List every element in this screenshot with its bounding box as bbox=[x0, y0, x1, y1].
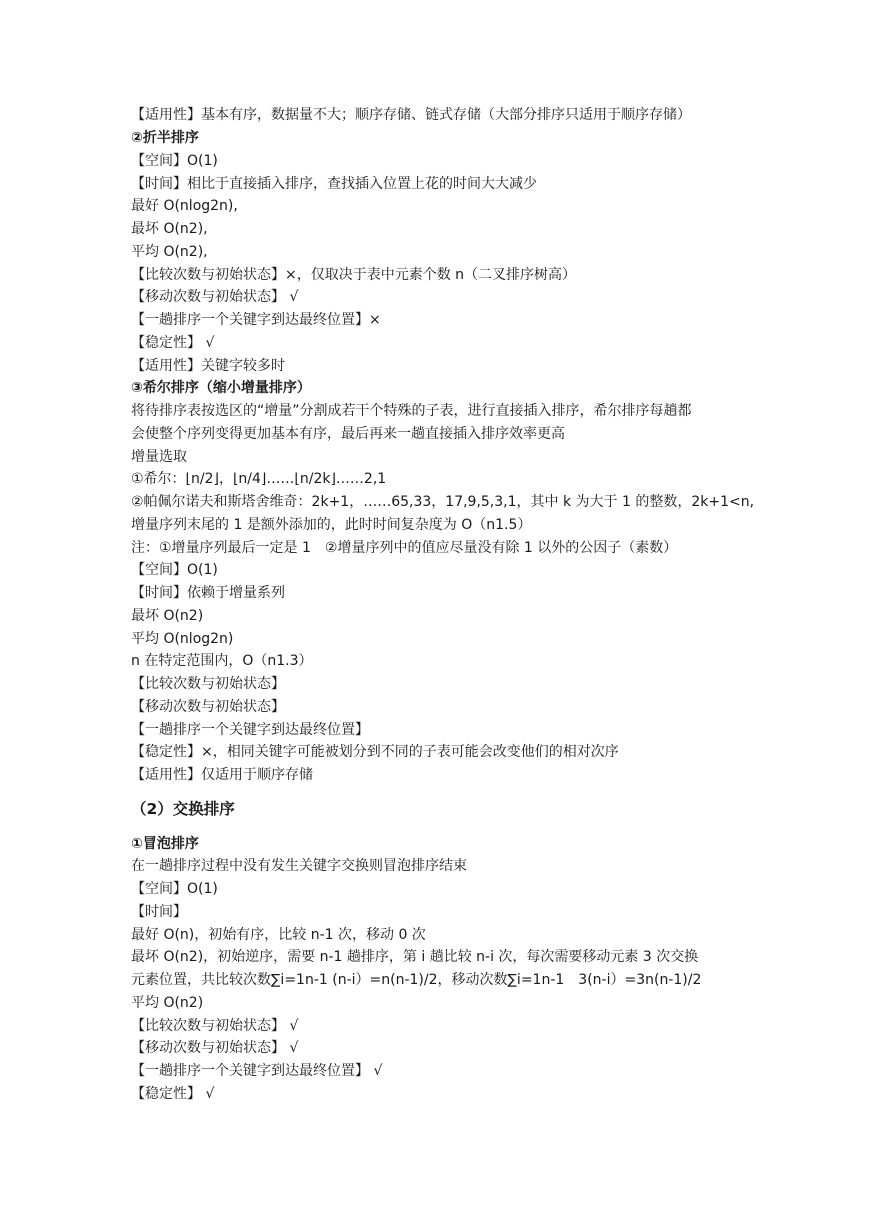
text-line: 【比较次数与初始状态】 bbox=[131, 676, 285, 692]
text-line: 【时间】依赖于增量系列 bbox=[131, 585, 285, 601]
text-line: 【稳定性】 √ bbox=[131, 1086, 215, 1102]
text-line: 平均 O(nlog2n) bbox=[131, 631, 234, 647]
text-line: 最坏 O(n2), bbox=[131, 221, 208, 237]
text-line: 【一趟排序一个关键字到达最终位置】 bbox=[131, 722, 369, 738]
text-line: 【移动次数与初始状态】 √ bbox=[131, 289, 299, 305]
text-line: 平均 O(n2) bbox=[131, 995, 204, 1011]
text-line: 【比较次数与初始状态】×，仅取决于表中元素个数 n（二叉排序树高） bbox=[131, 267, 577, 283]
text-line: 【移动次数与初始状态】 bbox=[131, 699, 285, 715]
section-title-bubble-sort: ①冒泡排序 bbox=[131, 836, 199, 852]
text-line: 元素位置，共比较次数∑i=1n-1 (n-i）=n(n-1)/2，移动次数∑i=1n-1 3(n-i）=3n(n-1)/2 bbox=[131, 972, 702, 988]
text-line: 最好 O(nlog2n), bbox=[131, 198, 238, 214]
text-line: 平均 O(n2), bbox=[131, 244, 208, 260]
text-line: 【时间】 bbox=[131, 904, 187, 920]
section-title-binary-insertion-sort: ②折半排序 bbox=[131, 130, 199, 146]
text-line: n 在特定范围内，O（n1.3） bbox=[131, 653, 313, 669]
text-line: 【一趟排序一个关键字到达最终位置】× bbox=[131, 312, 381, 328]
text-line: 将待排序表按选区的“增量”分割成若干个特殊的子表，进行直接插入排序，希尔排序每趟都 bbox=[131, 403, 692, 419]
text-line: 注：①增量序列最后一定是 1 ②增量序列中的值应尽量没有除 1 以外的公因子（素数） bbox=[131, 540, 678, 556]
text-line: 最坏 O(n2)，初始逆序，需要 n-1 趟排序，第 i 趟比较 n-i 次，每次需要移动元素 3 次交换 bbox=[131, 949, 699, 965]
text-line: 【比较次数与初始状态】 √ bbox=[131, 1018, 299, 1034]
text-line: 【适用性】关键字较多时 bbox=[131, 358, 285, 374]
text-line: 【稳定性】×，相同关键字可能被划分到不同的子表可能会改变他们的相对次序 bbox=[131, 744, 619, 760]
text-line: 【适用性】基本有序，数据量不大；顺序存储、链式存储（大部分排序只适用于顺序存储） bbox=[131, 107, 691, 123]
text-line: ②帕佩尔诺夫和斯塔舍维奇：2k+1，……65,33，17,9,5,3,1，其中 k 为大于 1 的整数，2k+1<n, bbox=[131, 494, 755, 510]
text-line: 【移动次数与初始状态】 √ bbox=[131, 1040, 299, 1056]
text-line: 【空间】O(1) bbox=[131, 153, 218, 169]
text-line: ①希尔：⌊n/2⌋，⌊n/4⌋……⌊n/2k⌋……2,1 bbox=[131, 471, 387, 487]
text-line: 最好 O(n)，初始有序，比较 n-1 次，移动 0 次 bbox=[131, 927, 426, 943]
text-line: 【时间】相比于直接插入排序，查找插入位置上花的时间大大减少 bbox=[131, 176, 537, 192]
text-line: 【空间】O(1) bbox=[131, 881, 218, 897]
text-line: 会使整个序列变得更加基本有序，最后再来一趟直接插入排序效率更高 bbox=[131, 426, 565, 442]
text-line: 【空间】O(1) bbox=[131, 562, 218, 578]
text-line: 增量选取 bbox=[131, 449, 187, 465]
text-line: 增量序列末尾的 1 是额外添加的，此时时间复杂度为 O（n1.5） bbox=[131, 517, 532, 533]
text-line: 在一趟排序过程中没有发生关键字交换则冒泡排序结束 bbox=[131, 858, 467, 874]
text-line: 【一趟排序一个关键字到达最终位置】 √ bbox=[131, 1063, 383, 1079]
section-heading-exchange-sort: （2）交换排序 bbox=[131, 800, 235, 818]
section-title-shell-sort: ③希尔排序（缩小增量排序） bbox=[131, 380, 311, 396]
text-line: 【适用性】仅适用于顺序存储 bbox=[131, 767, 313, 783]
text-line: 【稳定性】 √ bbox=[131, 335, 215, 351]
text-line: 最坏 O(n2) bbox=[131, 608, 204, 624]
